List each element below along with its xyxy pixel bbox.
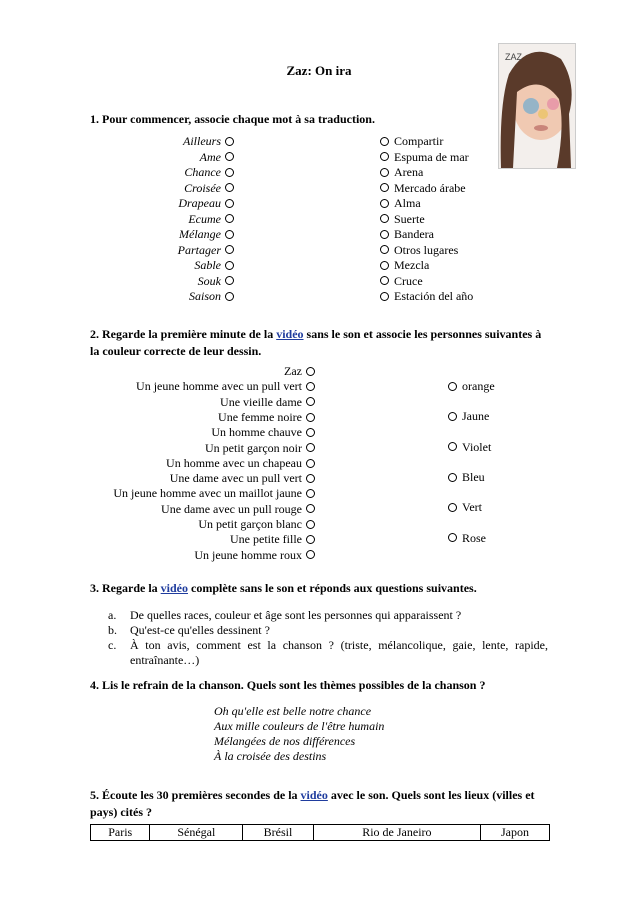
color-item <box>448 531 486 546</box>
french-word: Partager <box>177 242 221 257</box>
spanish-word: Alma <box>394 196 421 210</box>
match-circle-icon[interactable] <box>448 503 457 512</box>
match-left-item <box>179 227 234 242</box>
match-circle-icon[interactable] <box>380 230 389 239</box>
person-label: Un jeune homme avec un pull vert <box>136 379 302 394</box>
french-word: Drapeau <box>178 196 221 210</box>
list-item-text: De quelles races, couleur et âge sont les personnes qui apparaissent ? <box>130 608 462 622</box>
spanish-word: Otros lugares <box>394 242 459 257</box>
album-cover-photo <box>498 43 576 169</box>
match-right-item <box>380 258 429 273</box>
match-left-item <box>178 196 234 211</box>
person-item <box>211 425 315 440</box>
match-left-item <box>188 212 234 227</box>
person-item <box>284 364 315 379</box>
table-cell: Sénégal <box>150 825 243 841</box>
spanish-word: Bandera <box>394 227 434 241</box>
match-right-item <box>380 134 443 149</box>
person-label: Une petite fille <box>230 532 302 547</box>
list-item <box>108 623 548 638</box>
match-right-item <box>380 212 425 227</box>
match-circle-icon[interactable] <box>306 382 315 391</box>
color-label: Violet <box>462 439 492 454</box>
person-item <box>230 532 315 547</box>
match-left-item <box>200 150 234 165</box>
question-2-text: 2. Regarde la première minute de la <box>90 327 274 341</box>
match-circle-icon[interactable] <box>380 168 389 177</box>
video-link[interactable]: vidéo <box>160 581 188 595</box>
person-label: Un petit garçon blanc <box>198 517 302 531</box>
table-cell: Brésil <box>243 825 314 841</box>
person-label: Une dame avec un pull vert <box>169 471 302 486</box>
french-word: Ame <box>199 149 221 164</box>
spanish-word: Compartir <box>394 134 444 148</box>
album-logo-text: ZAZ <box>505 52 522 62</box>
french-word: Croisée <box>184 180 221 195</box>
color-label: Vert <box>462 500 482 515</box>
spanish-word: Mercado árabe <box>394 180 466 195</box>
person-label: Une femme noire <box>218 409 302 424</box>
spanish-word: Estación del año <box>394 289 474 303</box>
table-cell: Paris <box>91 825 150 841</box>
person-label: Un jeune homme roux <box>194 547 302 562</box>
color-item <box>448 440 491 455</box>
french-word: Mélange <box>179 227 221 241</box>
person-item <box>113 486 315 501</box>
match-circle-icon[interactable] <box>306 474 315 483</box>
match-circle-icon[interactable] <box>306 443 315 452</box>
video-link[interactable]: vidéo <box>300 788 328 802</box>
list-item-text: Qu'est-ce qu'elles dessinent ? <box>130 623 270 637</box>
match-right-item <box>380 274 423 289</box>
person-label: Un petit garçon noir <box>205 440 302 455</box>
person-item <box>205 441 315 456</box>
match-right-item <box>380 150 469 165</box>
match-left-item <box>184 181 234 196</box>
question-1: 1. Pour commencer, associe chaque mot à sa traduction. <box>90 112 375 126</box>
match-circle-icon[interactable] <box>306 428 315 437</box>
match-circle-icon[interactable] <box>225 199 234 208</box>
french-word: Ailleurs <box>183 134 221 148</box>
spanish-word: Arena <box>394 165 424 179</box>
match-circle-icon[interactable] <box>448 473 457 482</box>
match-right-item <box>380 289 473 304</box>
question-2-text-line2: la couleur correcte de leur dessin. <box>90 344 262 358</box>
match-circle-icon[interactable] <box>380 292 389 301</box>
lyric-line: Aux mille couleurs de l'être humain <box>214 719 385 733</box>
match-circle-icon[interactable] <box>306 535 315 544</box>
match-circle-icon[interactable] <box>225 292 234 301</box>
lyric-line: Oh qu'elle est belle notre chance <box>214 704 372 718</box>
match-circle-icon[interactable] <box>380 199 389 208</box>
spanish-word: Suerte <box>394 211 425 226</box>
match-circle-icon[interactable] <box>448 412 457 421</box>
match-circle-icon[interactable] <box>306 550 315 559</box>
spanish-word: Cruce <box>394 273 423 288</box>
person-label: Un homme chauve <box>211 425 302 440</box>
match-circle-icon[interactable] <box>380 276 389 285</box>
match-circle-icon[interactable] <box>225 245 234 254</box>
match-right-item <box>380 181 466 196</box>
page-title: Zaz: On ira <box>286 63 352 78</box>
chorus-lyrics <box>214 704 384 764</box>
match-left-item <box>198 274 234 289</box>
match-left-item <box>184 165 234 180</box>
match-circle-icon[interactable] <box>225 152 234 161</box>
match-circle-icon[interactable] <box>225 214 234 223</box>
match-circle-icon[interactable] <box>448 382 457 391</box>
list-item <box>108 638 548 668</box>
person-item <box>194 548 315 563</box>
match-circle-icon[interactable] <box>225 137 234 146</box>
list-marker: c. <box>108 638 117 652</box>
match-circle-icon[interactable] <box>225 276 234 285</box>
person-item <box>161 502 315 517</box>
match-circle-icon[interactable] <box>225 230 234 239</box>
question-2 <box>90 326 548 360</box>
french-word: Chance <box>184 165 221 179</box>
lyric-line: À la croisée des destins <box>214 749 327 763</box>
table-cell: Japon <box>481 825 550 841</box>
match-right-item <box>380 227 434 242</box>
spanish-word: Espuma de mar <box>394 149 469 164</box>
color-item <box>448 409 489 424</box>
person-label: Une dame avec un pull rouge <box>161 501 302 516</box>
color-label: Rose <box>462 530 486 545</box>
person-label: Une vieille dame <box>220 394 302 409</box>
color-label: Bleu <box>462 469 485 484</box>
match-right-item <box>380 243 458 258</box>
person-item <box>198 517 315 532</box>
match-circle-icon[interactable] <box>380 245 389 254</box>
video-link[interactable]: vidéo <box>276 327 304 341</box>
french-word: Saison <box>188 289 221 303</box>
match-circle-icon[interactable] <box>306 459 315 468</box>
question-5-text-line2: pays) cités ? <box>90 805 152 819</box>
color-item <box>448 379 495 394</box>
person-item <box>170 471 315 486</box>
question-3-text-after: complète sans le son et réponds aux questions suivantes. <box>191 581 477 595</box>
match-circle-icon[interactable] <box>380 261 389 270</box>
match-circle-icon[interactable] <box>306 413 315 422</box>
person-label: Un jeune homme avec un maillot jaune <box>113 486 302 501</box>
french-word: Souk <box>197 273 221 288</box>
match-circle-icon[interactable] <box>306 489 315 498</box>
person-item <box>166 456 315 471</box>
match-circle-icon[interactable] <box>225 261 234 270</box>
question-5-text: 5. Écoute les 30 premières secondes de la <box>90 788 298 802</box>
color-label: orange <box>462 379 495 393</box>
match-circle-icon[interactable] <box>225 183 234 192</box>
question-3 <box>90 580 548 597</box>
question-3-list <box>108 608 548 668</box>
question-4: 4. Lis le refrain de la chanson. Quels sont les thèmes possibles de la chanson ? <box>90 678 486 692</box>
list-marker: b. <box>108 623 117 637</box>
table-row <box>91 825 550 841</box>
match-right-item <box>380 165 423 180</box>
match-left-item <box>194 258 234 273</box>
person-label: Un homme avec un chapeau <box>166 455 302 470</box>
question-5 <box>90 787 548 821</box>
match-circle-icon[interactable] <box>380 137 389 146</box>
question-3-text: 3. Regarde la <box>90 581 158 595</box>
match-circle-icon[interactable] <box>380 183 389 192</box>
list-marker: a. <box>108 608 117 622</box>
places-table <box>90 824 550 841</box>
match-circle-icon[interactable] <box>306 520 315 529</box>
french-word: Ecume <box>188 211 221 226</box>
lyric-line: Mélangées de nos différences <box>214 734 356 748</box>
color-item <box>448 500 482 515</box>
french-word: Sable <box>194 258 221 272</box>
match-left-item <box>189 289 234 304</box>
match-circle-icon[interactable] <box>448 533 457 542</box>
match-circle-icon[interactable] <box>306 367 315 376</box>
person-label: Zaz <box>284 364 302 378</box>
color-item <box>448 470 485 485</box>
match-circle-icon[interactable] <box>225 168 234 177</box>
match-left-item <box>178 243 234 258</box>
question-5-text-after: avec le son. Quels sont les lieux (villes et <box>330 788 535 802</box>
list-item <box>108 608 548 623</box>
match-circle-icon[interactable] <box>448 442 457 451</box>
question-2-text-after: sans le son et associe les personnes suivantes à <box>306 327 542 341</box>
person-item <box>218 410 315 425</box>
match-left-item <box>183 134 234 149</box>
match-circle-icon[interactable] <box>306 397 315 406</box>
match-circle-icon[interactable] <box>380 214 389 223</box>
match-right-item <box>380 196 421 211</box>
color-label: Jaune <box>462 409 490 424</box>
person-item <box>220 395 315 410</box>
person-item <box>136 379 315 394</box>
spanish-word: Mezcla <box>394 258 430 272</box>
match-circle-icon[interactable] <box>306 504 315 513</box>
list-item-text: À ton avis, comment est la chanson ? (triste, mélancolique, gaie, lente, rapide, entraînante…) <box>130 638 548 667</box>
match-circle-icon[interactable] <box>380 152 389 161</box>
table-cell: Rio de Janeiro <box>313 825 480 841</box>
